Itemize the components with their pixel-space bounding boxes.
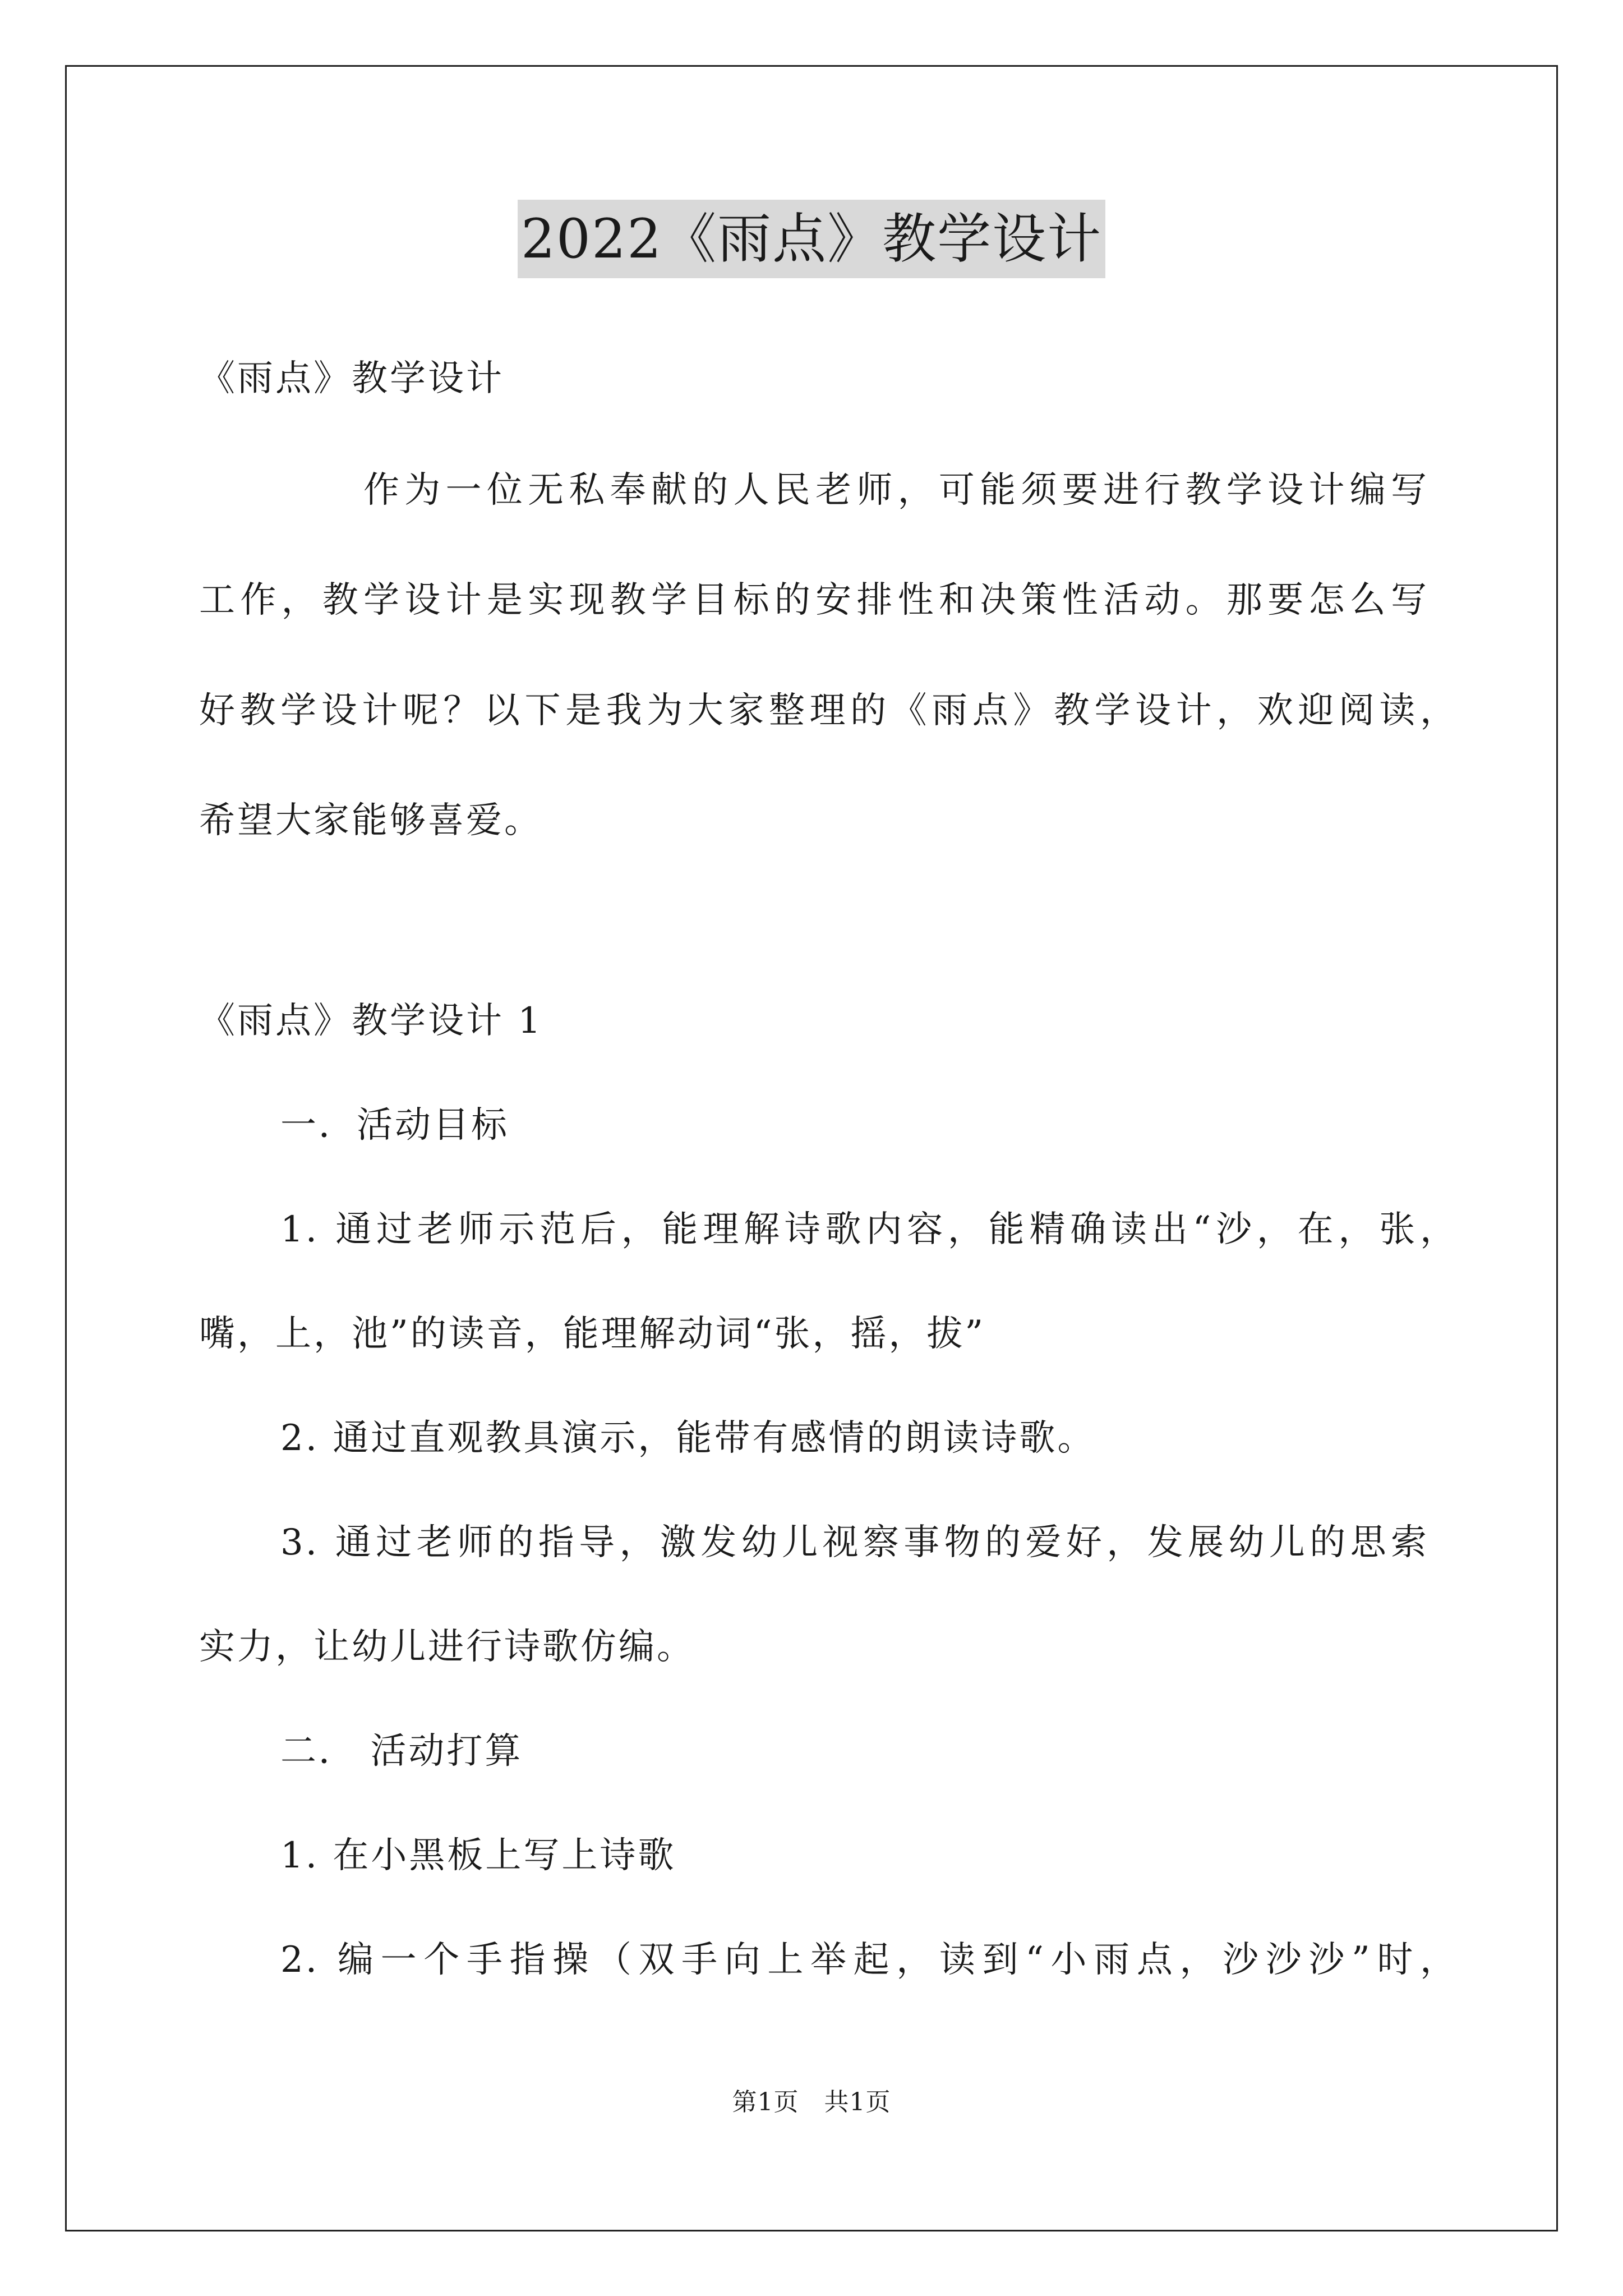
paragraph-line: 作为一位无私奉献的人民老师，可能须要进行教学设计编写 xyxy=(363,470,1429,511)
subsection-heading: 一．活动目标 xyxy=(280,1105,509,1146)
paragraph-line: 好教学设计呢？以下是我为大家整理的《雨点》教学设计，欢迎阅读， xyxy=(199,690,1458,731)
subsection-heading: 二． 活动打算 xyxy=(280,1731,523,1772)
paragraph-line: 希望大家能够喜爱。 xyxy=(199,800,542,841)
section-heading: 《雨点》教学设计 1 xyxy=(199,1000,543,1042)
title-container xyxy=(0,200,1623,278)
subtitle-line: 《雨点》教学设计 xyxy=(199,358,504,399)
paragraph-line: 工作，教学设计是实现教学目标的安排性和决策性活动。那要怎么写 xyxy=(199,579,1429,621)
list-item-line: 1. 通过老师示范后，能理解诗歌内容，能精确读出“沙，在，张， xyxy=(280,1209,1458,1250)
list-item-line: 实力，让幼儿进行诗歌仿编。 xyxy=(199,1626,695,1668)
list-item-line: 嘴，上，池”的读音，能理解动词“张，摇，拔” xyxy=(199,1313,986,1355)
list-item-line: 3. 通过老师的指导，激发幼儿视察事物的爱好，发展幼儿的思索 xyxy=(280,1522,1429,1563)
document-title: 2022《雨点》教学设计 xyxy=(518,200,1105,278)
list-item-line: 2. 通过直观教具演示，能带有感情的朗读诗歌。 xyxy=(280,1418,1096,1459)
page-footer: 第1页 共1页 xyxy=(732,2088,891,2116)
list-item-line: 1. 在小黑板上写上诗歌 xyxy=(280,1835,676,1876)
list-item-line: 2. 编一个手指操（双手向上举起，读到“小雨点，沙沙沙”时， xyxy=(280,1939,1458,1981)
